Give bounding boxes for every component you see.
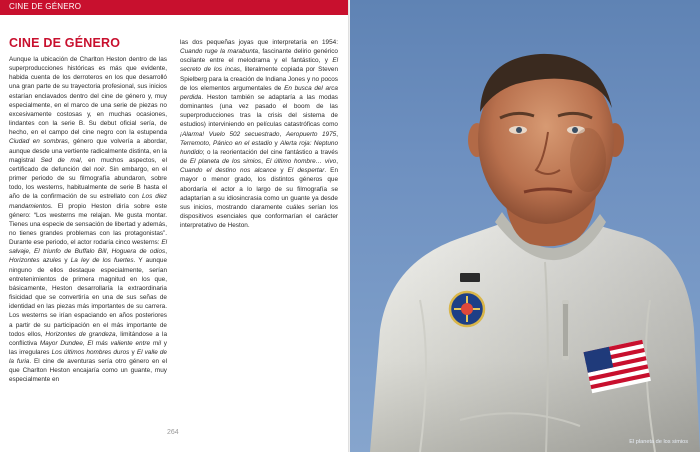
running-head-band — [0, 0, 349, 15]
left-page — [0, 0, 349, 452]
photo-caption: El planeta de los simios — [629, 439, 688, 445]
section-title: CINE DE GÉNERO — [9, 36, 121, 50]
film-still-illustration — [350, 0, 700, 452]
text-column-2: las dos pequeñas joyas que interpretaría en 1954: Cuando ruge la marabunta, fascinante delirio genérico oscilante entre el melodrama y el fantástico, y El secreto de los incas, literalmente copiada por Steven Spielberg para la creación de Indiana Jones y no pocos de los elementos argumentales de En busca del arca perdida. Heston también se adaptaría a las modas dominantes (una vez pasado el boom de las superproducciones tras la crisis del sistema de estudios) interviniendo en películas catastróficas como ¡Alarma! Vuelo 502 secuestrado, Aeropuerto 1975, Terremoto, Pánico en el estadio y Alerta roja: Neptuno hundido; o la reorientación del cine fantástico a través de El planeta de los simios, El último hombre… vivo, Cuando el destino nos alcance y El despertar. En mayor o menor grado, los distintos géneros que abordaría el actor a lo largo de su filmografía se adaptarían a su idiosincrasia como un guante ya desde sus inicios, mostrando claramente cuáles serían los dispositivos esenciales que conformarían el carácter interpretativo de Heston. — [180, 39, 338, 230]
running-head: CINE DE GÉNERO — [9, 2, 82, 11]
text-column-1: Aunque la ubicación de Charlton Heston dentro de las superproducciones históricas es más que evidente, habida cuenta de los derroteros en los que desarrolló una gran parte de su trayectoria profesional, sus inicios estarían enclavados dentro del cine de género y, muy especialmente, en el marco de una serie de piezas no excesivamente costosas y, en muchas ocasiones, lindantes con la serie B. Su debut oficial sería, de hecho, en el campo del cine negro con la estupenda Ciudad en sombras, género que volvería a abordar, aunque desde una vertiente radicalmente distinta, en la magistral Sed de mal, en muchos aspectos, el certificado de defunción del noir. Sin embargo, en el primer periodo de su filmografía abundaron, sobre todo, los westerns, habitualmente de serie B hasta el año de la confirmación de su estrellato con Los diez mandamientos. El propio Heston diría sobre este género: “Los westerns me relajan. Me gusta montar. Tienes una especie de sensación de libertad y además, no tienes grandes problemas con las protagonistas”. Durante ese periodo, el actor rodaría cinco westerns: El salvaje, El triunfo de Buffalo Bill, Hoguera de odios, Horizontes azules y La ley de los fuertes. Y aunque ninguno de ellos destaque especialmente, serían entretenimientos de primera magnitud en los que, básicamente, Heston desarrollaría la extraordinaria fisicidad que se convertiría en una de sus señas de identidad en las piezas más importantes de su carrera. Los westerns se irían espaciando en años posteriores a partir de su participación en el más importante de todos ellos, Horizontes de grandeza, limitándose a la conflictiva Mayor Dundee, El más valiente entre mil y las irregulares Los últimos hombres duros y El valle de la furia. El cine de aventuras sería otro género en el que Charlton Heston encajaría como un guante, muy especialmente en — [9, 56, 168, 384]
film-still-photo — [350, 0, 700, 452]
page-number: 264 — [167, 429, 179, 436]
